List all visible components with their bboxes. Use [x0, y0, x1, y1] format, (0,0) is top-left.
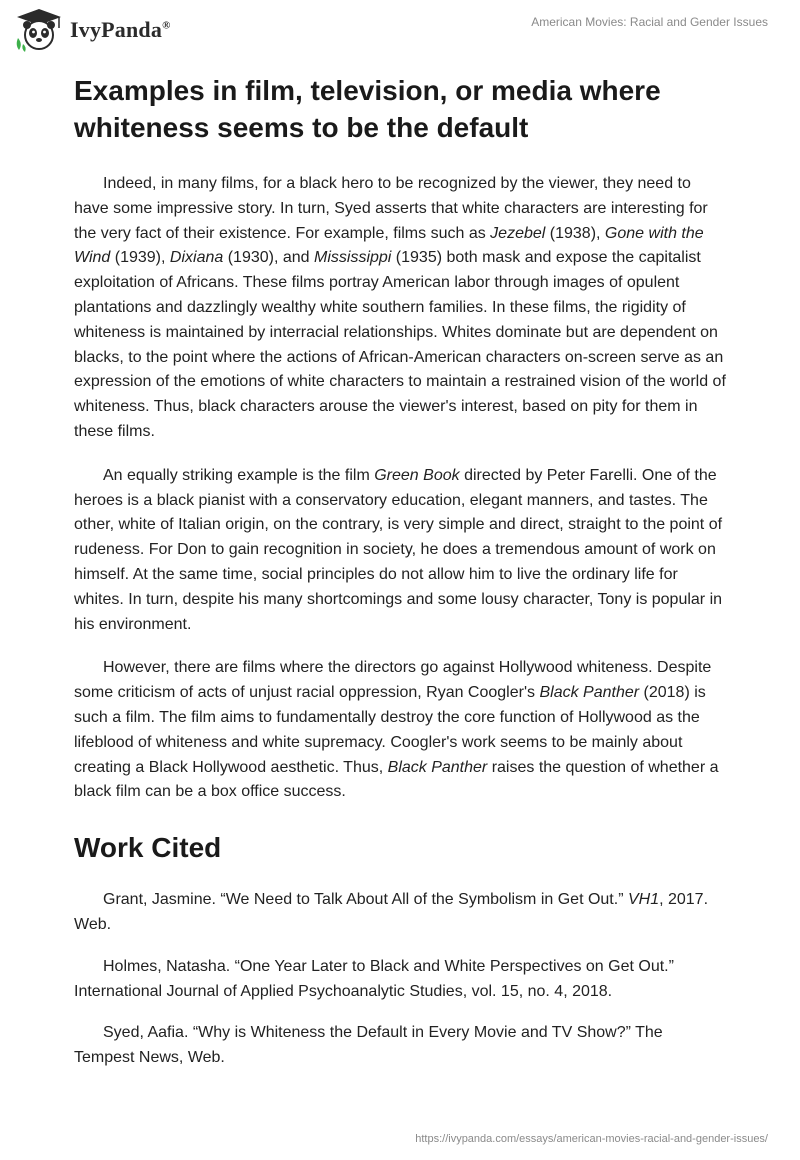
paragraph-3 [74, 656, 726, 805]
source-url[interactable]: https://ivypanda.com/essays/american-movies-racial-and-gender-issues/ [415, 1133, 768, 1145]
film-title: Black Panther [387, 758, 488, 776]
reference-2 [74, 955, 726, 1005]
article-body [74, 72, 726, 1088]
publication-title: VH1 [627, 891, 660, 909]
text-span: An equally striking example is the film [103, 466, 375, 484]
paragraph-1 [74, 172, 726, 445]
text-span: Grant, Jasmine. “We Need to Talk About All of the Symbolism in Get Out.” [103, 891, 628, 909]
film-title: Jezebel [490, 224, 546, 242]
section-heading-work-cited: Work Cited [74, 832, 222, 864]
text-span: Holmes, Natasha. “One Year Later to Black and White Perspectives on Get Out.” International Journal of Applied Psychoanalytic Studies, vol. 15, no. 4, 2018. [74, 957, 674, 1000]
reference-3 [74, 1021, 726, 1071]
film-title: Black Panther [539, 684, 640, 702]
text-span: , 2017. Web. [74, 891, 709, 933]
text-span: directed by Peter Farelli. One of the heroes is a black pianist with a conservatory education, elegant manners, and tastes. The other, white of Italian origin, on the contrary, is very simple and direct, straight to the point of rudeness. For Don to gain recognition in society, he does a tremendous amount of work on himself. At the same time, social principles do not allow him to live the ordinary life for whites. In turn, despite his many shortcomings and some lousy character, Tony is popular in his environment. [74, 466, 723, 633]
page-header [0, 0, 800, 60]
section-heading-whiteness-default: Examples in film, television, or media where whiteness seems to be the default [74, 75, 661, 143]
film-title: Mississippi [314, 249, 392, 267]
film-title: Dixiana [169, 249, 224, 267]
text-span: raises the question of whether a black film can be a box office success. [74, 758, 719, 801]
text-span: (1935) both mask and expose the capitalist exploitation of Africans. These films portray American labor through images of opulent plantations and dazzlingly wealthy white southern families. In these films, the rigidity of whiteness is maintained by interracial relationships. Whites dominate but are dependent on blacks, to the point where the actions of African-American characters on-screen serve as an expression of the emotions of white characters to maintain a restrained vision of the world of whiteness. Thus, black characters arouse the viewer's interest, based on pity for them in these films. [74, 249, 726, 440]
text-span: Indeed, in many films, for a black hero to be recognized by the viewer, they need to have some impressive story. In turn, Syed asserts that white characters are interesting for the very fact of their existence. For example, films such as [74, 175, 708, 242]
document-title: American Movies: Racial and Gender Issues [531, 15, 768, 29]
film-title: Green Book [374, 466, 460, 484]
text-span: (1930), and [223, 249, 314, 267]
text-span: (1939), [110, 249, 170, 267]
brand-text: IvyPanda [70, 17, 163, 42]
text-span: Syed, Aafia. “Why is Whiteness the Default in Every Movie and TV Show?” The Tempest News, Web. [74, 1024, 663, 1067]
reference-1 [74, 888, 726, 938]
text-span: (1938), [545, 224, 605, 242]
paragraph-2 [74, 464, 726, 638]
film-title: Gone with the Wind [74, 224, 704, 267]
panda-graduation-cap-icon [14, 8, 64, 52]
ivypanda-logo[interactable] [14, 8, 171, 52]
text-span: (2018) is such a film. The film aims to fundamentally destroy the core function of Hollywood as the lifeblood of whiteness and white supremacy. Coogler's work seems to be mainly about creating a Black Hollywood aesthetic. Thus, [74, 684, 706, 776]
registered-mark: ® [162, 19, 171, 32]
text-span: However, there are films where the directors go against Hollywood whiteness. Despite some criticism of acts of unjust racial oppression, Ryan Coogler's [74, 659, 712, 702]
brand-name [70, 17, 171, 43]
